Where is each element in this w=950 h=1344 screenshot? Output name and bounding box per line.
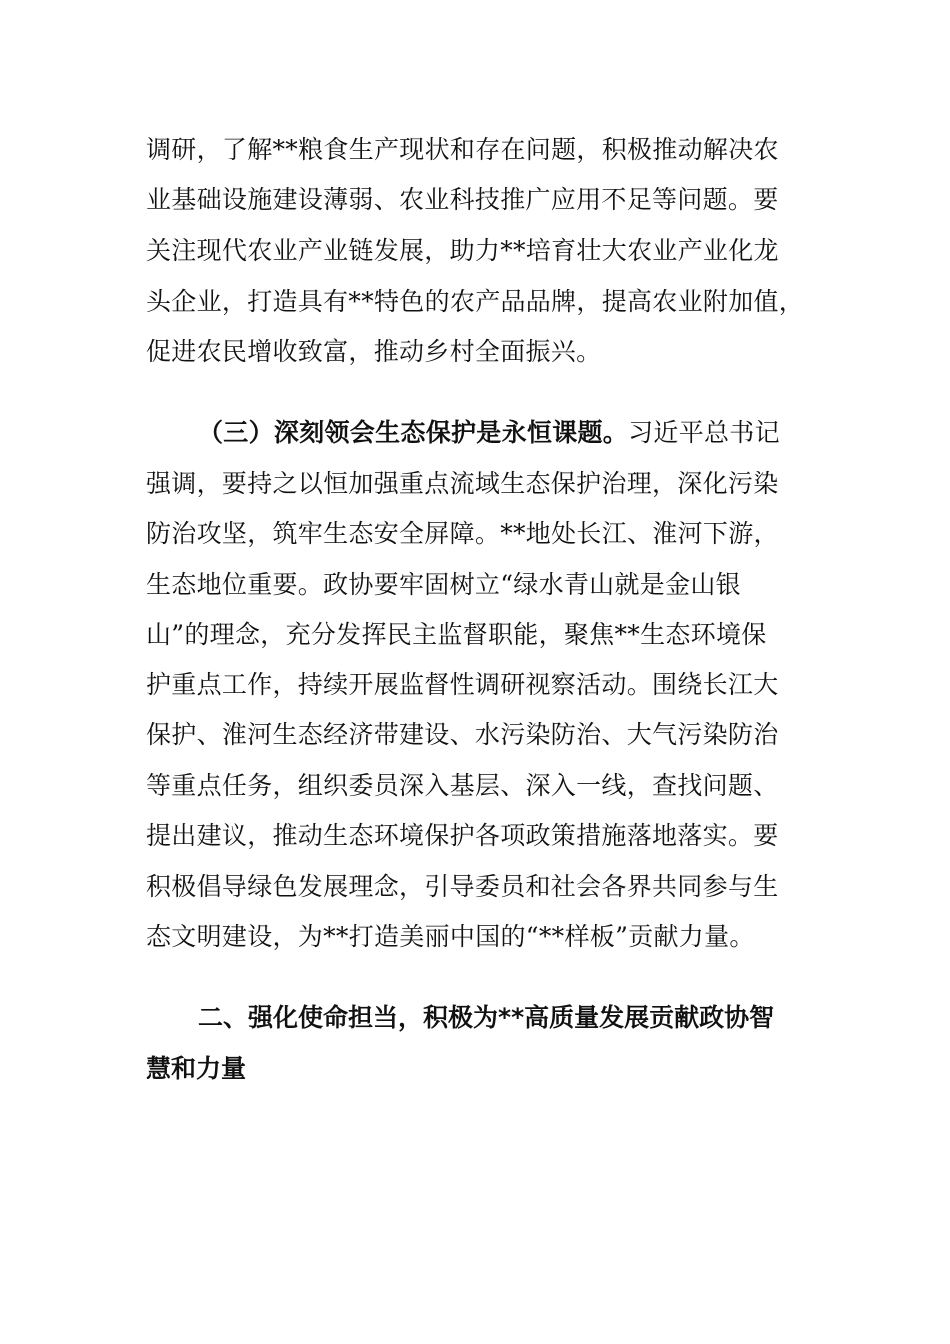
paragraph-line: 业基础设施建设薄弱、农业科技推广应用不足等问题。要 bbox=[146, 185, 779, 214]
paragraph-line: 强调，要持之以恒加强重点流域生态保护治理，深化污染 bbox=[146, 469, 779, 498]
subsection-lead-text: 习近平总书记 bbox=[628, 418, 780, 447]
section-heading-line-1: 二、强化使命担当，积极为**高质量发展贡献政协智 bbox=[198, 1003, 775, 1032]
paragraph-line: 防治攻坚，筑牢生态安全屏障。**地处长江、淮河下游， bbox=[146, 519, 779, 548]
paragraph-line: 调研，了解**粮食生产现状和存在问题，积极推动解决农 bbox=[146, 135, 779, 164]
paragraph-line: 积极倡导绿色发展理念，引导委员和社会各界共同参与生 bbox=[146, 872, 779, 901]
paragraph-line: 保护、淮河生态经济带建设、水污染防治、大气污染防治 bbox=[146, 720, 779, 749]
paragraph-line: 护重点工作，持续开展监督性调研视察活动。围绕长江大 bbox=[146, 670, 779, 699]
paragraph-line: 头企业，打造具有**特色的农产品品牌，提高农业附加值， bbox=[146, 287, 805, 316]
paragraph-line: 促进农民增收致富，推动乡村全面振兴。 bbox=[146, 337, 602, 366]
paragraph-line: 关注现代农业产业链发展，助力**培育壮大农业产业化龙 bbox=[146, 236, 779, 265]
section-heading-line-2: 慧和力量 bbox=[146, 1054, 247, 1083]
paragraph-line: 等重点任务，组织委员深入基层、深入一线，查找问题、 bbox=[146, 771, 779, 800]
paragraph-line: 山”的理念，充分发挥民主监督职能，聚焦**生态环境保 bbox=[146, 620, 767, 649]
subsection-title: （三）深刻领会生态保护是永恒课题。 bbox=[198, 418, 629, 447]
paragraph-line: 生态地位重要。政协要牢固树立“绿水青山就是金山银 bbox=[146, 570, 741, 599]
paragraph-line: 态文明建设，为**打造美丽中国的“**样板”贡献力量。 bbox=[146, 922, 755, 951]
paragraph-line: 提出建议，推动生态环境保护各项政策措施落地落实。要 bbox=[146, 821, 779, 850]
subsection-lead-line bbox=[198, 418, 858, 448]
